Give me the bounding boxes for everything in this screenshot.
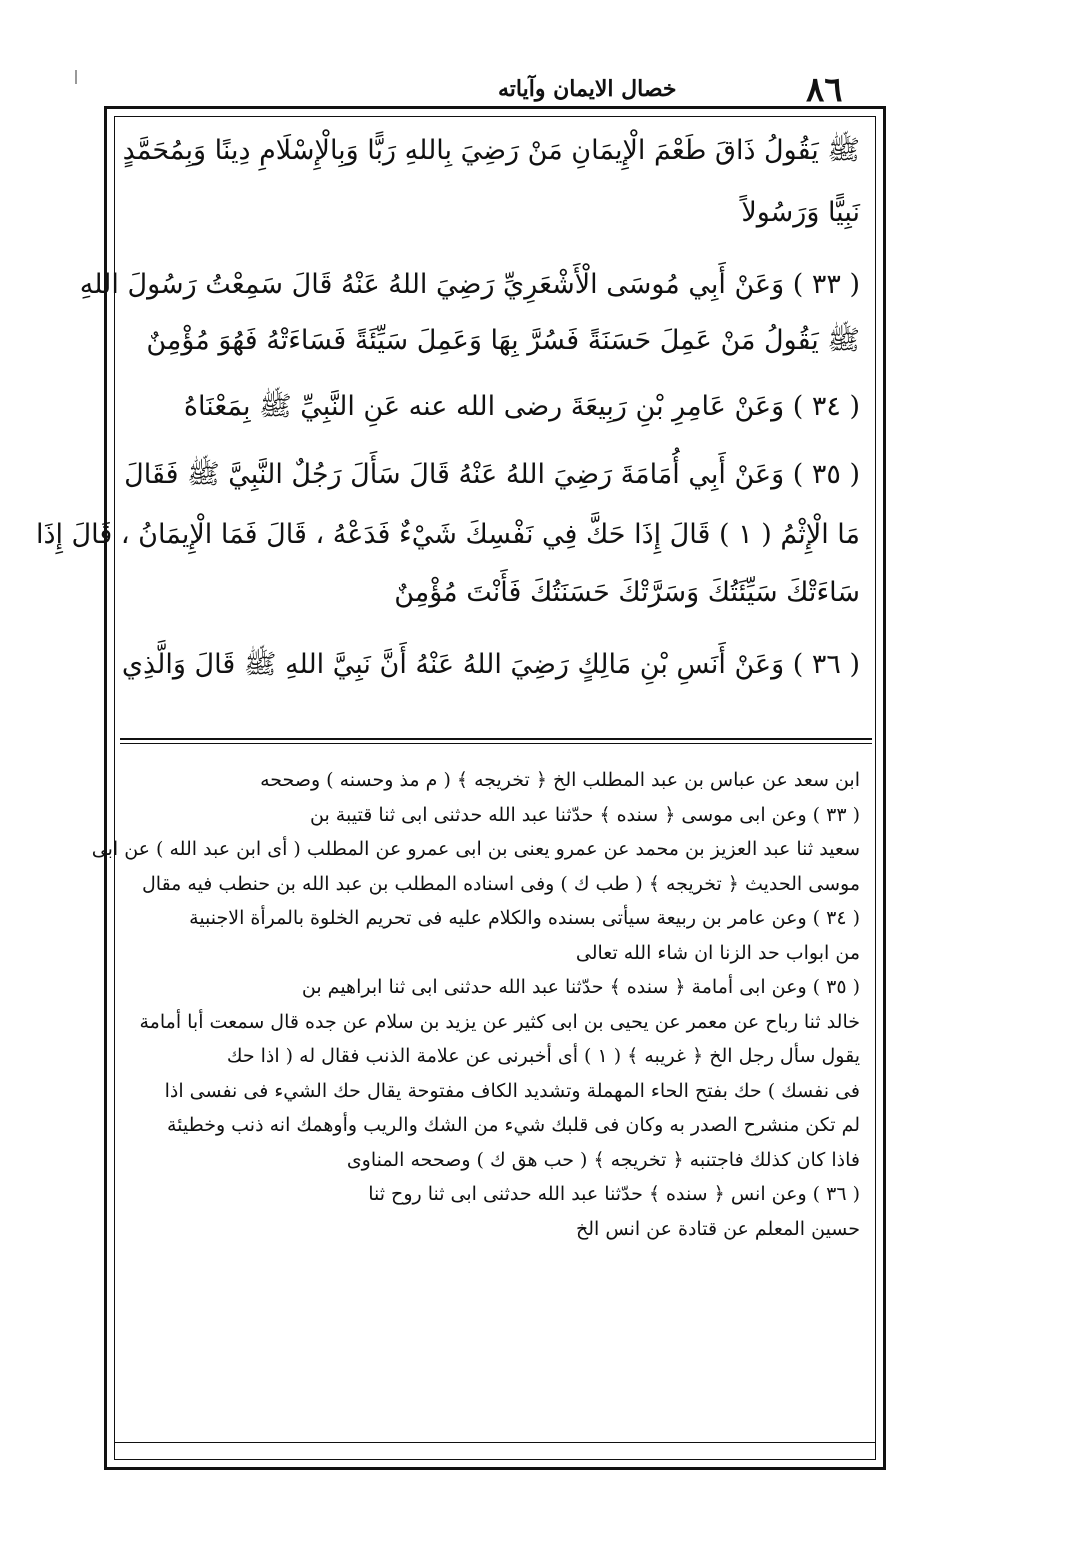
note-line: موسى الحديث ﴿ تخريجه ﴾ ( طب ك ) وفى اسناده المطلب بن عبد الله بن حنطب فيه مقال bbox=[141, 872, 860, 895]
note-line: فاذا كان كذلك فاجتنبه ﴿ تخريجه ﴾ ( حب هق ك ) وصححه المناوى bbox=[346, 1148, 860, 1171]
hadith-line: ( ٣٥ ) وَعَنْ أَبِي أُمَامَةَ رَضِيَ اللهُ عَنْهُ قَالَ سَأَلَ رَجُلٌ النَّبِيَّ ﷺ فَقَالَ bbox=[124, 459, 860, 490]
note-line: من ابواب حد الزنا ان شاء الله تعالى bbox=[575, 941, 860, 964]
note-line: ( ٣٣ ) وعن ابى موسى ﴿ سنده ﴾ حدّثنا عبد الله حدثنى ابى ثنا قتيبة بن bbox=[310, 803, 860, 826]
note-line: لم تكن منشرح الصدر به وكان فى قلبك شيء من الشك والريب وأوهمك انه ذنب وخطيئة bbox=[166, 1114, 860, 1136]
running-title: خصال الايمان وآياته bbox=[498, 76, 677, 102]
hadith-line: ﷺ يَقُولُ ذَاقَ طَعْمَ الْإِيمَانِ مَنْ رَضِيَ بِاللهِ رَبًّا وَبِالْإِسْلَامِ دِينًا وَبِمُحَمَّدٍ bbox=[122, 135, 860, 166]
hadith-line: ( ٣٦ ) وَعَنْ أَنَسِ بْنِ مَالِكٍ رَضِيَ اللهُ عَنْهُ أَنَّ نَبِيَّ اللهِ ﷺ قَالَ وَالَّذِي bbox=[121, 649, 860, 680]
note-line: سعيد ثنا عبد العزيز بن محمد عن عمرو يعنى بن ابى عمرو عن المطلب ( أى ابن عبد الله ) عن ابى bbox=[91, 838, 860, 860]
hadith-line: ( ٣٤ ) وَعَنْ عَامِرِ بْنِ رَبِيعَةَ رضى الله عنه عَنِ النَّبِيِّ ﷺ بِمَعْنَاهُ bbox=[183, 391, 860, 422]
note-line: ( ٣٥ ) وعن ابى أمامة ﴿ سنده ﴾ حدّثنا عبد الله حدثنى ابى ثنا ابراهيم بن bbox=[301, 976, 860, 998]
margin-mark bbox=[75, 70, 77, 84]
hadith-line: نَبِيًّا وَرَسُولاً bbox=[741, 197, 860, 228]
note-line: ابن سعد عن عباس بن عبد المطلب الخ ﴿ تخريجه ﴾ ( م مذ وحسنه ) وصححه bbox=[260, 769, 860, 791]
page-header bbox=[118, 70, 878, 110]
note-line: يقول سأل رجل الخ ﴿ غريبه ﴾ ( ١ ) أى أخبرنى عن علامة الذنب فقال له ( اذا حك bbox=[226, 1045, 860, 1067]
hadith-line: ( ٣٣ ) وَعَنْ أَبِي مُوسَى الْأَشْعَرِيِّ رَضِيَ اللهُ عَنْهُ قَالَ سَمِعْتُ رَسُولَ اللهِ bbox=[79, 269, 860, 300]
footnote-separator bbox=[120, 738, 872, 740]
note-line: حسين المعلم عن قتادة عن انس الخ bbox=[575, 1217, 860, 1240]
note-line: فى نفسك ) حك بفتح الحاء المهملة وتشديد الكاف مفتوحة يقال حك الشيء فى نفسى اذا bbox=[164, 1079, 860, 1102]
hadith-line: مَا الْإِثْمُ ( ١ ) قَالَ إِذَا حَكَّ فِي نَفْسِكَ شَيْءٌ فَدَعْهُ ، قَالَ فَمَا الْإِيمَانُ ، قَالَ إِذَا bbox=[35, 519, 860, 550]
footnote-separator-thin bbox=[120, 743, 872, 744]
page-number: ٨٦ bbox=[806, 70, 843, 110]
note-line: خالد ثنا رباح عن معمر عن يحيى بن ابى كثير عن يزيد بن سلام عن جده قال سمعت أبا أمامة bbox=[139, 1010, 860, 1033]
note-line: ( ٣٦ ) وعن انس ﴿ سنده ﴾ حدّثنا عبد الله حدثنى ابى ثنا روح ثنا bbox=[368, 1183, 860, 1205]
hadith-line: سَاءَتْكَ سَيِّئَتُكَ وَسَرَّتْكَ حَسَنَتُكَ فَأَنْتَ مُؤْمِنٌ bbox=[394, 577, 860, 608]
note-line: ( ٣٤ ) وعن عامر بن ربيعة سيأتى بسنده والكلام عليه فى تحريم الخلوة بالمرأة الاجنبية bbox=[189, 907, 860, 929]
bottom-rule bbox=[114, 1442, 876, 1443]
commentary-notes bbox=[91, 763, 860, 1246]
hadith-text bbox=[35, 128, 860, 682]
hadith-line: ﷺ يَقُولُ مَنْ عَمِلَ حَسَنَةً فَسُرَّ بِهَا وَعَمِلَ سَيِّئَةً فَسَاءَتْهُ فَهُوَ مُؤْمِنٌ bbox=[146, 325, 860, 356]
